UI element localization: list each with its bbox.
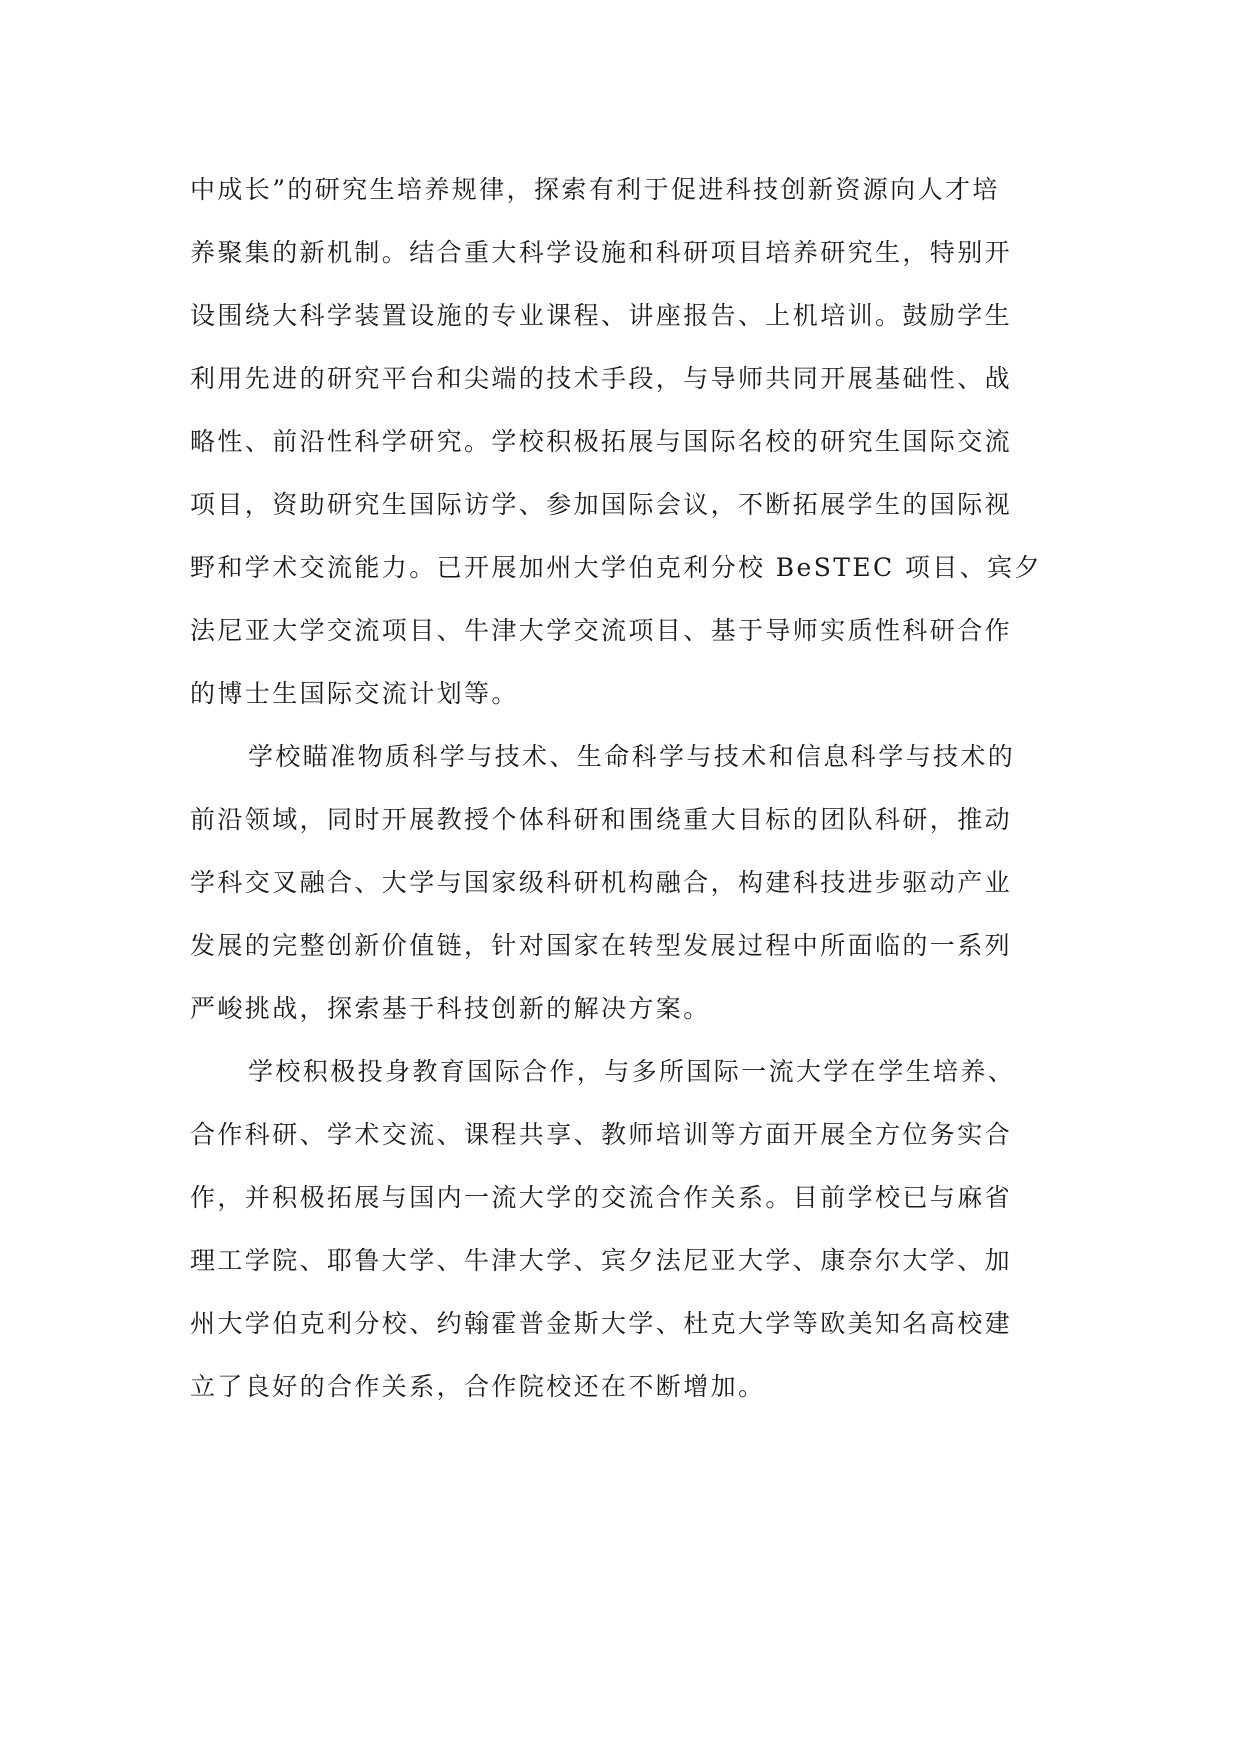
- paragraph-1-line-4: 利用先进的研究平台和尖端的技术手段，与导师共同开展基础性、战: [190, 364, 1013, 393]
- paragraph-3-line-2: 合作科研、学术交流、课程共享、教师培训等方面开展全方位务实合: [190, 1120, 1013, 1149]
- paragraph-1-line-3: 设围绕大科学装置设施的专业课程、讲座报告、上机培训。鼓励学生: [190, 301, 1013, 330]
- paragraph-1-line-1: 中成长”的研究生培养规律，探索有利于促进科技创新资源向人才培: [190, 175, 1000, 204]
- paragraph-3-line-1: 学校积极投身教育国际合作，与多所国际一流大学在学生培养、: [248, 1057, 1016, 1086]
- paragraph-2-line-1: 学校瞄准物质科学与技术、生命科学与技术和信息科学与技术的: [248, 742, 1016, 771]
- paragraph-1-line-9: 的博士生国际交流计划等。: [190, 679, 519, 708]
- paragraph-2-line-5: 严峻挑战，探索基于科技创新的解决方案。: [190, 994, 711, 1023]
- paragraph-3-line-3: 作，并积极拓展与国内一流大学的交流合作关系。目前学校已与麻省: [190, 1183, 1013, 1212]
- paragraph-1-line-2: 养聚集的新机制。结合重大科学设施和科研项目培养研究生，特别开: [190, 238, 1013, 267]
- body-text: [190, 158, 1060, 1418]
- paragraph-3-line-5: 州大学伯克利分校、约翰霍普金斯大学、杜克大学等欧美知名高校建: [190, 1309, 1013, 1338]
- paragraph-3-line-6: 立了良好的合作关系，合作院校还在不断增加。: [190, 1372, 766, 1401]
- paragraph-1-line-5: 略性、前沿性科学研究。学校积极拓展与国际名校的研究生国际交流: [190, 427, 1013, 456]
- paragraph-3-line-4: 理工学院、耶鲁大学、牛津大学、宾夕法尼亚大学、康奈尔大学、加: [190, 1246, 1013, 1275]
- paragraph-1-line-7: 野和学术交流能力。已开展加州大学伯克利分校 BeSTEC 项目、宾夕: [190, 553, 1042, 582]
- paragraph-1-line-8: 法尼亚大学交流项目、牛津大学交流项目、基于导师实质性科研合作: [190, 616, 1013, 645]
- paragraph-2-line-4: 发展的完整创新价值链，针对国家在转型发展过程中所面临的一系列: [190, 931, 1013, 960]
- paragraph-2-line-2: 前沿领域，同时开展教授个体科研和围绕重大目标的团队科研，推动: [190, 805, 1013, 834]
- paragraph-2-line-3: 学科交叉融合、大学与国家级科研机构融合，构建科技进步驱动产业: [190, 868, 1013, 897]
- paragraph-1-line-6: 项目，资助研究生国际访学、参加国际会议，不断拓展学生的国际视: [190, 490, 1013, 519]
